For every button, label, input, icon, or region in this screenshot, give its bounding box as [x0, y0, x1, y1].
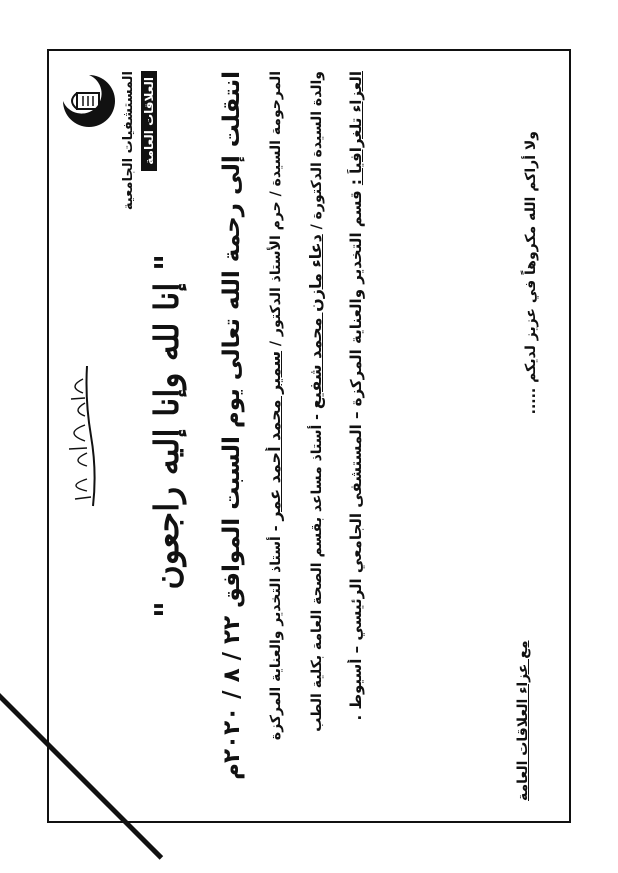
husband-title: - أستاذ التخدير والعناية المركزة	[268, 525, 284, 741]
dept-name: العلاقات العامة	[141, 71, 157, 171]
announcement-body	[219, 71, 365, 801]
deceased-prefix: المرحومة السيدة / حرم الأستاذ الدكتور /	[268, 71, 284, 347]
condolence-address: قسم التخدير والعناية المركزة – المستشفى الجامعي الرئيسي – أسيوط .	[347, 190, 365, 721]
signature: مع عزاء العلاقات العامة	[515, 640, 531, 801]
daughter-prefix: والدة السيدة الدكتورة /	[309, 71, 325, 230]
daughter-line	[306, 71, 325, 801]
closing-prayer: ولا أراكم الله مكروهاً في عزيز لديكم .....	[523, 131, 539, 415]
deceased-line	[265, 71, 284, 801]
husband-name: سمير محمد أحمد عمر	[265, 350, 284, 521]
obituary-page	[29, 31, 589, 841]
condolence-line	[347, 71, 365, 801]
crescent-icon	[59, 71, 119, 131]
daughter-name: دعاء مازن محمد شفيع	[306, 234, 325, 410]
basmala-calligraphy	[57, 361, 103, 511]
announcement-date-line: انتقلت إلى رحمة الله تعالى يوم السبت الموافق ٢٢ / ٨ / ٢٠٢٠م	[219, 71, 245, 780]
calligraphy-icon	[57, 361, 103, 511]
org-name: المستشفيات الجامعية	[121, 71, 136, 211]
headline: " إنا لله وإنا إليه راجعون "	[147, 253, 186, 619]
condolence-label: العزاء تلغرافياً :	[347, 71, 365, 186]
daughter-title: - أستاذ مساعد بقسم الصحة العامة بكلية الطب	[309, 414, 325, 732]
closing	[515, 71, 539, 801]
